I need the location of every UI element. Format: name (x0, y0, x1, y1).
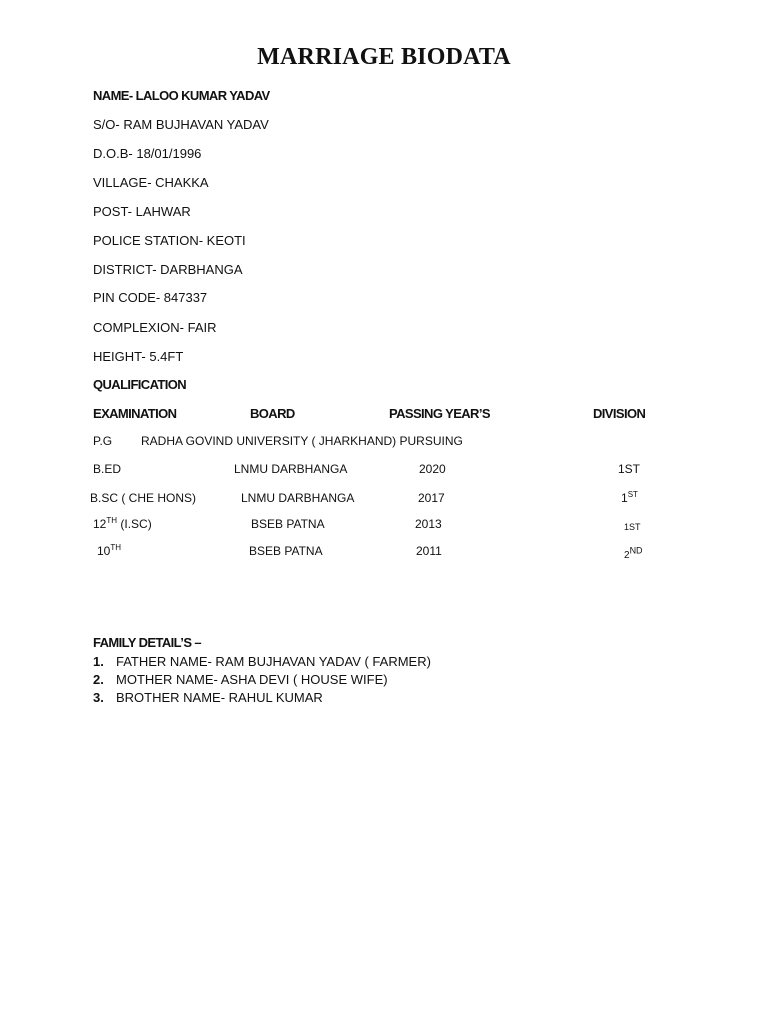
row-year: 2011 (416, 544, 442, 558)
complexion-line: COMPLEXION- FAIR (93, 320, 217, 335)
exam-superscript: TH (106, 516, 118, 525)
row-exam (93, 517, 152, 531)
list-number: 3. (93, 690, 104, 705)
family-list (93, 653, 431, 707)
row-exam: P.G (93, 434, 113, 448)
division-base: 1 (621, 491, 628, 505)
list-item (93, 671, 431, 689)
row-exam: B.ED (93, 462, 122, 476)
row-board: BSEB PATNA (249, 544, 323, 558)
row-year: 2013 (415, 517, 442, 531)
header-board: BOARD (250, 406, 295, 421)
family-heading: FAMILY DETAIL’S – (93, 635, 202, 650)
header-passing-year: PASSING YEAR’S (389, 406, 490, 421)
district-line: DISTRICT- DARBHANGA (93, 262, 243, 277)
list-number: 1. (93, 654, 104, 669)
division-superscript: ST (627, 490, 638, 499)
list-number: 2. (93, 672, 104, 687)
row-year: 2017 (418, 491, 445, 505)
header-division: DIVISION (593, 406, 646, 421)
exam-base: 10 (97, 544, 111, 558)
row-exam (97, 544, 121, 558)
exam-rest: (I.SC) (117, 517, 152, 531)
division-superscript: ND (629, 545, 643, 556)
dob-line: D.O.B- 18/01/1996 (93, 146, 202, 161)
row-board: LNMU DARBHANGA (241, 491, 355, 505)
father-line: S/O- RAM BUJHAVAN YADAV (93, 117, 269, 132)
list-item (93, 653, 431, 671)
row-division: 1ST (624, 522, 641, 532)
header-examination: EXAMINATION (93, 406, 177, 421)
exam-base: 12 (93, 517, 107, 531)
list-text: BROTHER NAME- RAHUL KUMAR (116, 690, 323, 705)
list-text: MOTHER NAME- ASHA DEVI ( HOUSE WIFE) (116, 672, 388, 687)
pin-code-line: PIN CODE- 847337 (93, 290, 208, 305)
row-division (624, 545, 643, 561)
row-exam: B.SC ( CHE HONS) (90, 491, 197, 505)
height-line: HEIGHT- 5.4FT (93, 349, 184, 364)
list-text: FATHER NAME- RAM BUJHAVAN YADAV ( FARMER) (116, 654, 431, 669)
row-board: RADHA GOVIND UNIVERSITY ( JHARKHAND) PURSUING (141, 434, 463, 448)
row-board: LNMU DARBHANGA (234, 462, 348, 476)
post-line: POST- LAHWAR (93, 204, 191, 219)
row-division: 1ST (618, 462, 641, 476)
qualification-heading: QUALIFICATION (93, 377, 187, 392)
list-item (93, 689, 431, 707)
name-line: NAME- LALOO KUMAR YADAV (93, 88, 270, 103)
row-board: BSEB PATNA (251, 517, 325, 531)
row-division (621, 491, 638, 505)
document-title: MARRIAGE BIODATA (257, 44, 511, 70)
village-line: VILLAGE- CHAKKA (93, 175, 209, 190)
exam-superscript: TH (110, 543, 122, 552)
row-year: 2020 (419, 462, 446, 476)
division-base: 2 (624, 550, 630, 561)
police-station-line: POLICE STATION- KEOTI (93, 233, 246, 248)
